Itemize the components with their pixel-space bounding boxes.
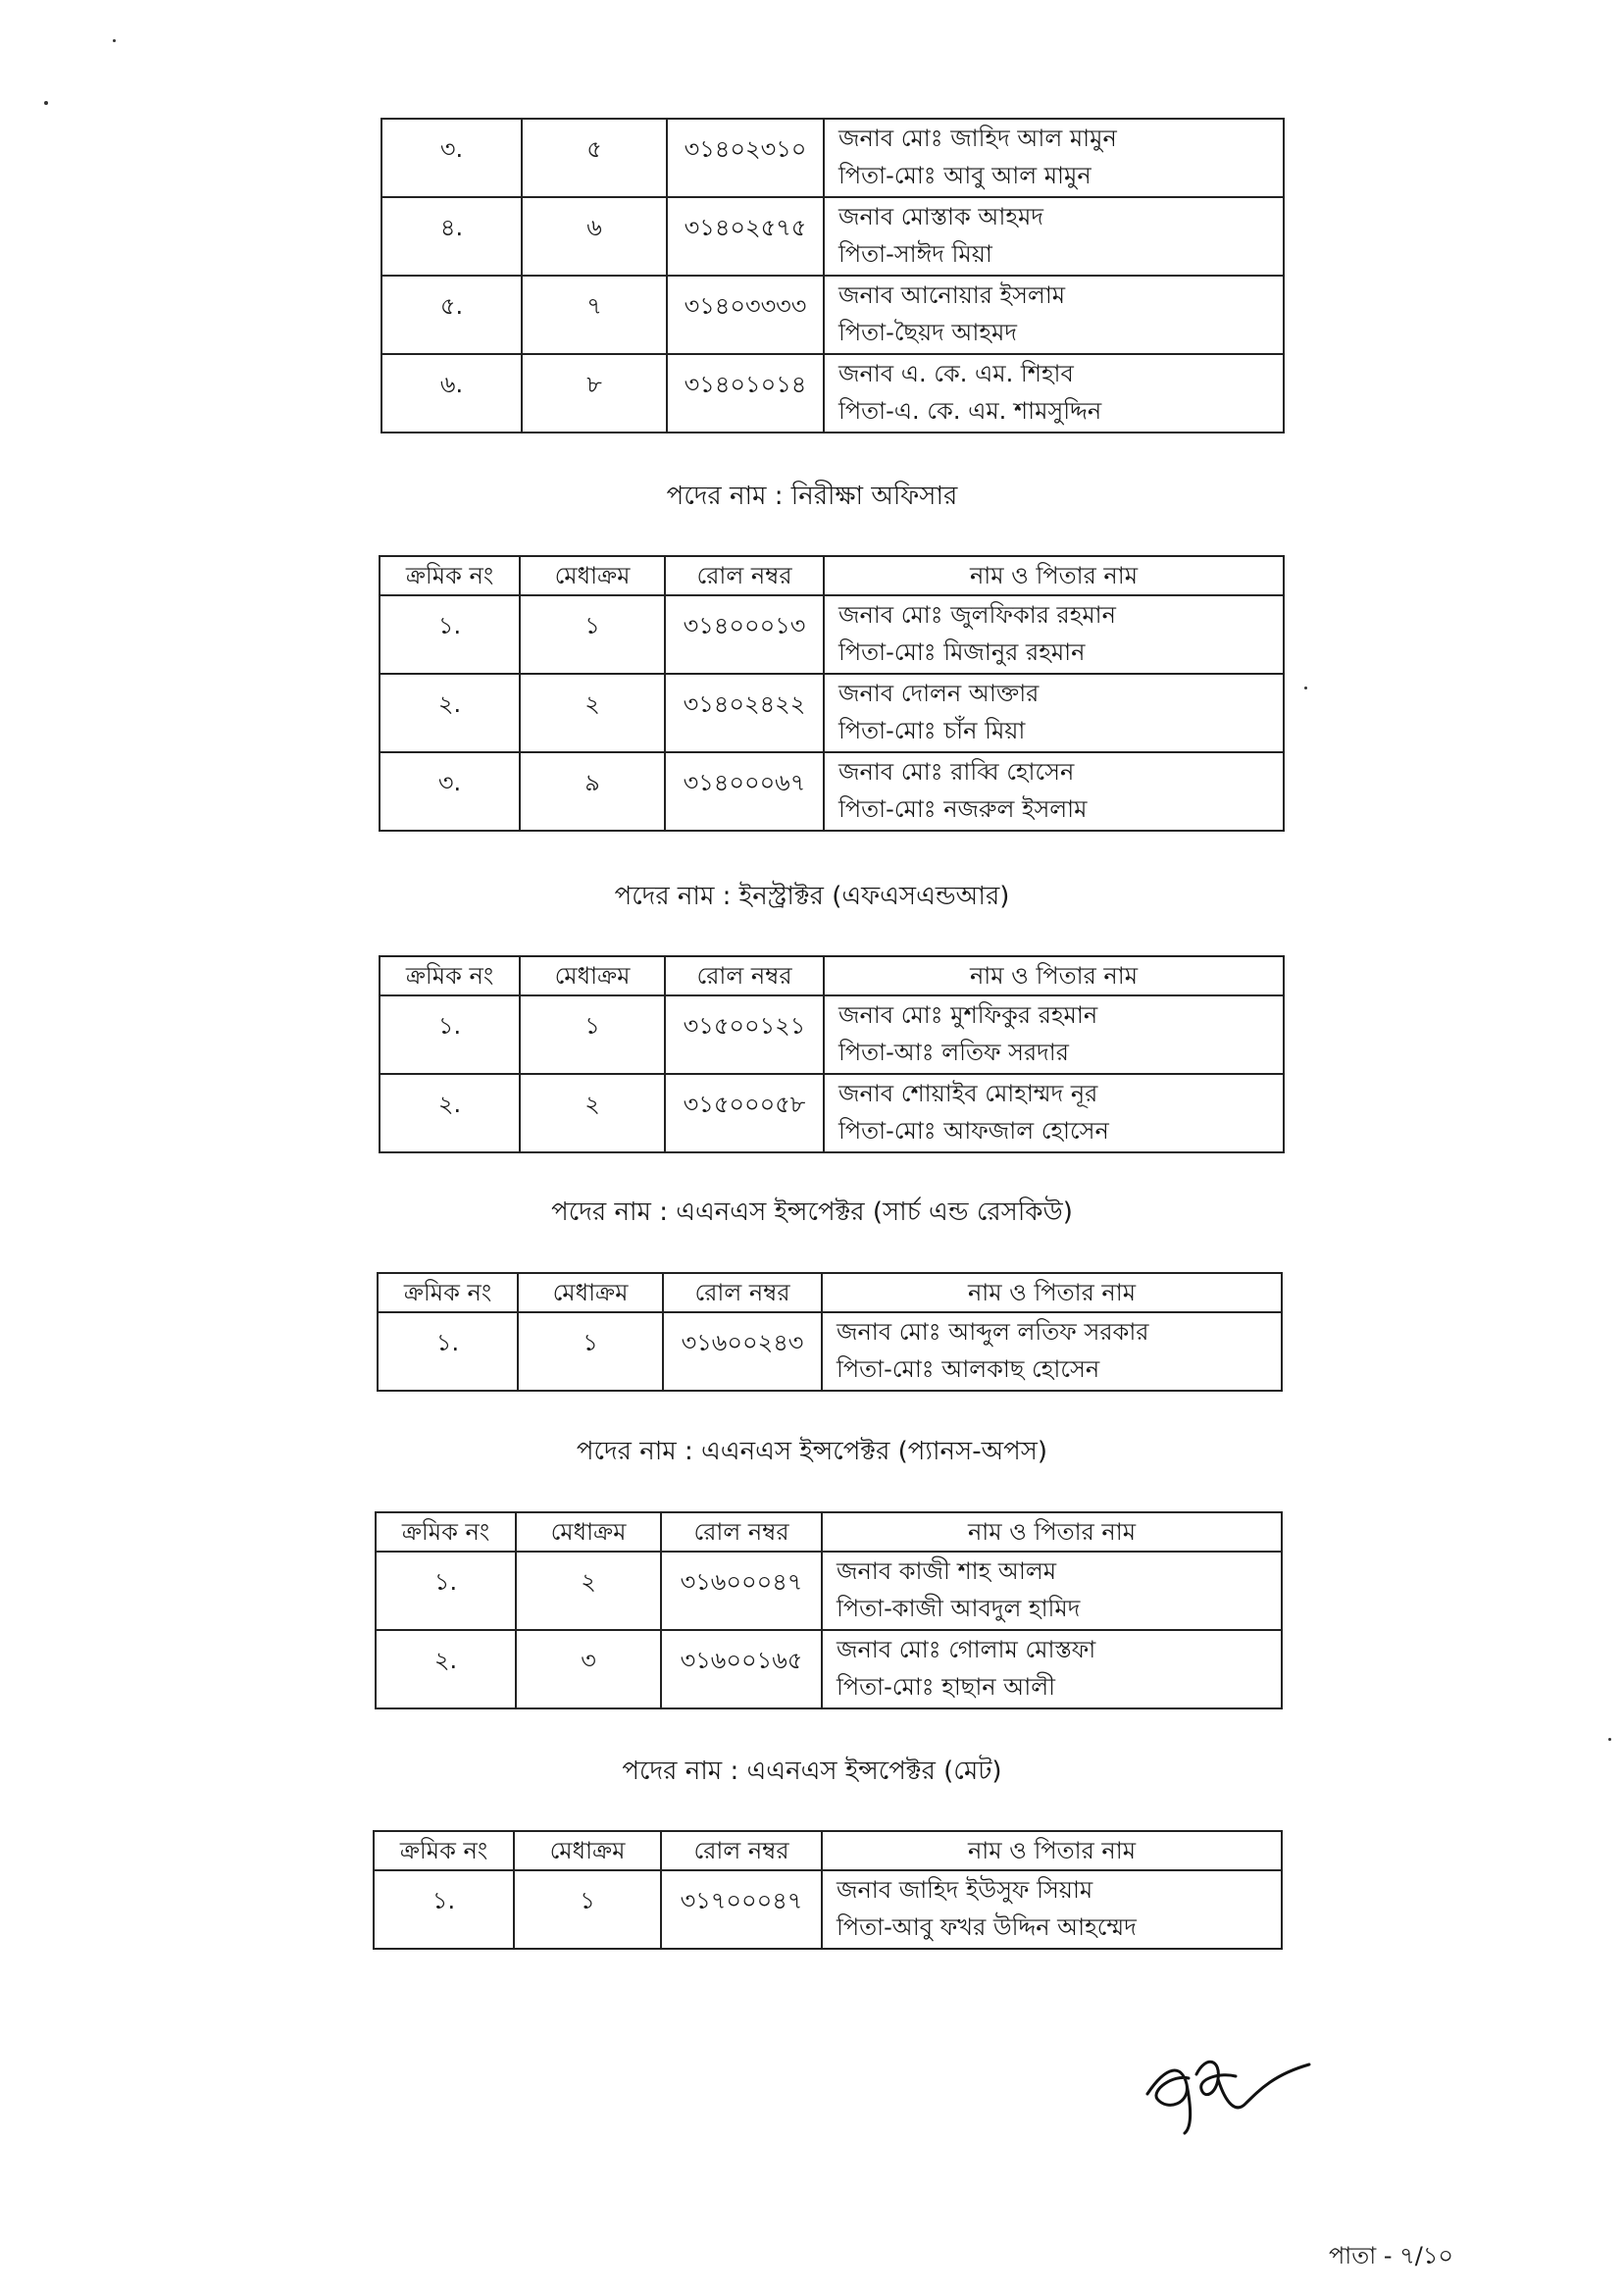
candidate-name: জনাব মোঃ আব্দুল লতিফ সরকার [837,1318,1149,1346]
table-header-row [376,1512,1282,1552]
roll-cell: ৩১৪০০০১৩ [665,595,824,674]
roll-cell: ৩১৪০৩৩৩৩ [667,276,824,354]
roll-cell: ৩১৬০০০৪৭ [661,1552,822,1630]
section-title: পদের নাম : এএনএস ইন্সপেক্টর (সার্চ এন্ড রেসকিউ) [551,1197,1073,1227]
scan-speck [1608,1738,1611,1741]
roll-cell: ৩১৫০০০৫৮ [665,1074,824,1152]
table-row [381,197,1284,276]
serial-cell: ১. [376,1552,516,1630]
merit-cell: ১ [518,1312,663,1391]
serial-cell: ৩. [381,119,522,197]
section-title: পদের নাম : এএনএস ইন্সপেক্টর (মেট) [622,1757,1002,1786]
table-row [380,752,1284,831]
candidate-name: জনাব মোস্তাক আহমদ [838,203,1043,230]
serial-cell: ২. [380,674,520,752]
table-row [374,1870,1282,1949]
candidate-name: জনাব কাজী শাহ আলম [837,1557,1057,1585]
father-name: পিতা-সাঈদ মিয়া [838,240,992,268]
page-number: পাতা - ৭/১০ [1329,2242,1454,2269]
table-row [380,595,1284,674]
candidate-name: জনাব জাহিদ ইউসুফ সিয়াম [837,1876,1093,1904]
father-name: পিতা-আঃ লতিফ সরদার [838,1039,1069,1066]
table-header-row [380,556,1284,595]
candidate-name: জনাব আনোয়ার ইসলাম [838,281,1066,309]
header-merit: মেধাক্রম [514,1831,661,1870]
header-roll: রোল নম্বর [665,556,824,595]
roll-cell: ৩১৪০২৫৭৫ [667,197,824,276]
father-name: পিতা-মোঃ আলকাছ হোসেন [837,1355,1100,1383]
candidate-name: জনাব মোঃ মুশফিকুর রহমান [838,1001,1098,1029]
name-cell [824,595,1284,674]
roll-cell: ৩১৬০০২৪৩ [663,1312,822,1391]
candidate-name: জনাব এ. কে. এম. শিহাব [838,360,1074,387]
father-name: পিতা-মোঃ হাছান আলী [837,1673,1056,1701]
header-merit: মেধাক্রম [518,1273,663,1312]
father-name: পিতা-এ. কে. এম. শামসুদ্দিন [838,397,1102,425]
serial-cell: ২. [380,1074,520,1152]
name-cell [824,995,1284,1074]
merit-cell: ৮ [522,354,667,433]
name-cell [822,1870,1282,1949]
merit-cell: ২ [520,1074,665,1152]
name-cell [822,1630,1282,1708]
merit-cell: ৫ [522,119,667,197]
serial-cell: ২. [376,1630,516,1708]
header-merit: মেধাক্রম [516,1512,661,1552]
table-row [380,674,1284,752]
header-roll: রোল নম্বর [661,1512,822,1552]
table-header-row [380,956,1284,995]
father-name: পিতা-ছৈয়দ আহমদ [838,319,1017,346]
merit-cell: ৯ [520,752,665,831]
table-row [378,1312,1282,1391]
roll-cell: ৩১৬০০১৬৫ [661,1630,822,1708]
header-name: নাম ও পিতার নাম [822,1273,1282,1312]
table-header-row [378,1273,1282,1312]
name-cell [824,197,1284,276]
header-roll: রোল নম্বর [661,1831,822,1870]
name-cell [822,1312,1282,1391]
signature-icon [1128,2035,1324,2143]
scan-speck [113,39,116,42]
father-name: পিতা-মোঃ নজরুল ইসলাম [838,795,1088,823]
merit-cell: ১ [514,1870,661,1949]
header-merit: মেধাক্রম [520,956,665,995]
header-serial: ক্রমিক নং [378,1273,518,1312]
header-name: নাম ও পিতার নাম [824,956,1284,995]
roll-cell: ৩১৫০০১২১ [665,995,824,1074]
merit-cell: ২ [520,674,665,752]
scan-speck [1304,687,1307,689]
father-name: পিতা-মোঃ মিজানুর রহমান [838,638,1086,666]
scan-speck [44,101,48,105]
merit-cell: ৭ [522,276,667,354]
merit-cell: ১ [520,595,665,674]
name-cell [824,752,1284,831]
father-name: পিতা-মোঃ আফজাল হোসেন [838,1117,1109,1145]
name-cell [824,119,1284,197]
candidate-name: জনাব মোঃ রাব্বি হোসেন [838,758,1075,786]
results-table [373,1830,1283,1950]
table-header-row [374,1831,1282,1870]
roll-cell: ৩১৪০২৪২২ [665,674,824,752]
merit-cell: ৬ [522,197,667,276]
table-row [376,1552,1282,1630]
header-serial: ক্রমিক নং [376,1512,516,1552]
father-name: পিতা-আবু ফখর উদ্দিন আহম্মেদ [837,1913,1137,1941]
roll-cell: ৩১৪০০০৬৭ [665,752,824,831]
table-row [380,995,1284,1074]
results-table [377,1272,1283,1392]
father-name: পিতা-মোঃ চাঁন মিয়া [838,717,1026,744]
header-merit: মেধাক্রম [520,556,665,595]
results-table [375,1511,1283,1709]
serial-cell: ৩. [380,752,520,831]
father-name: পিতা-কাজী আবদুল হামিদ [837,1595,1081,1622]
table-row [380,1074,1284,1152]
serial-cell: ৬. [381,354,522,433]
section-title: পদের নাম : নিরীক্ষা অফিসার [666,482,958,511]
header-name: নাম ও পিতার নাম [824,556,1284,595]
serial-cell: ১. [374,1870,514,1949]
serial-cell: ৪. [381,197,522,276]
header-serial: ক্রমিক নং [380,556,520,595]
header-serial: ক্রমিক নং [380,956,520,995]
candidate-name: জনাব মোঃ জাহিদ আল মামুন [838,125,1117,152]
father-name: পিতা-মোঃ আবু আল মামুন [838,162,1091,189]
results-table [379,955,1285,1153]
table-row [381,276,1284,354]
continued-table [381,118,1285,433]
serial-cell: ৫. [381,276,522,354]
serial-cell: ১. [378,1312,518,1391]
section-title: পদের নাম : ইনস্ট্রাক্টর (এফএসএন্ডআর) [614,882,1010,911]
table-row [376,1630,1282,1708]
merit-cell: ৩ [516,1630,661,1708]
serial-cell: ১. [380,995,520,1074]
roll-cell: ৩১৭০০০৪৭ [661,1870,822,1949]
results-table [379,555,1285,832]
merit-cell: ২ [516,1552,661,1630]
header-roll: রোল নম্বর [663,1273,822,1312]
table-row [381,354,1284,433]
table-row [381,119,1284,197]
merit-cell: ১ [520,995,665,1074]
name-cell [824,1074,1284,1152]
name-cell [824,674,1284,752]
header-serial: ক্রমিক নং [374,1831,514,1870]
name-cell [822,1552,1282,1630]
candidate-name: জনাব শোয়াইব মোহাম্মদ নূর [838,1080,1098,1107]
roll-cell: ৩১৪০১০১৪ [667,354,824,433]
serial-cell: ১. [380,595,520,674]
candidate-name: জনাব মোঃ জুলফিকার রহমান [838,601,1116,629]
roll-cell: ৩১৪০২৩১০ [667,119,824,197]
header-name: নাম ও পিতার নাম [822,1831,1282,1870]
header-name: নাম ও পিতার নাম [822,1512,1282,1552]
section-title: পদের নাম : এএনএস ইন্সপেক্টর (প্যানস-অপস) [576,1437,1048,1466]
candidate-name: জনাব মোঃ গোলাম মোস্তফা [837,1636,1096,1663]
header-roll: রোল নম্বর [665,956,824,995]
name-cell [824,354,1284,433]
name-cell [824,276,1284,354]
candidate-name: জনাব দোলন আক্তার [838,680,1040,707]
